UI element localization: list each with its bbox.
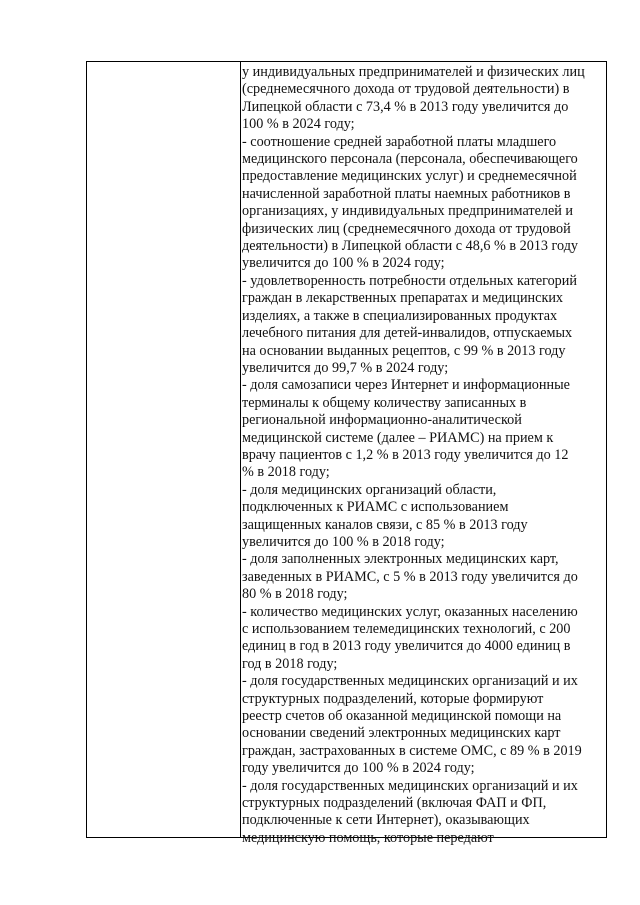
text-line: подключенных к РИАМС с использованием [242, 499, 509, 516]
text-line: единиц в год в 2013 году увеличится до 4000 единиц в [242, 638, 571, 655]
text-line: деятельности) в Липецкой области с 48,6 % в 2013 году [242, 238, 579, 255]
text-line: - удовлетворенность потребности отдельных категорий [242, 272, 577, 289]
table-left-cell [87, 62, 241, 837]
text-line: увеличится до 100 % в 2024 году; [242, 255, 445, 272]
text-line: - количество медицинских услуг, оказанных населению [242, 603, 578, 620]
text-line: - доля государственных медицинских организаций и их [242, 777, 578, 794]
text-line: граждан, застрахованных в системе ОМС, с 89 % в 2019 [242, 742, 582, 759]
text-line: граждан в лекарственных препаратах и медицинских [242, 290, 564, 307]
text-line: физических лиц (среднемесячного дохода от трудовой [242, 220, 571, 237]
text-line: основании сведений электронных медицинских карт [242, 725, 561, 742]
document-table [86, 61, 607, 846]
text-line: медицинскую помощь, которые передают [242, 829, 494, 846]
text-line: реестр счетов об оказанной медицинской помощи на [242, 708, 562, 725]
text-line: защищенных каналов связи, с 85 % в 2013 году [242, 516, 528, 533]
text-line: заведенных в РИАМС, с 5 % в 2013 году увеличится до [242, 568, 578, 585]
text-line: - доля заполненных электронных медицинских карт, [242, 551, 559, 568]
text-line: изделиях, а также в специализированных продуктах [242, 307, 558, 324]
text-line: - соотношение средней заработной платы младшего [242, 133, 557, 150]
text-line: структурных подразделений, которые формируют [242, 690, 544, 707]
text-line: % в 2018 году; [242, 464, 330, 481]
table-right-cell [241, 62, 606, 846]
text-line: увеличится до 99,7 % в 2024 году; [242, 359, 449, 376]
text-line: с использованием телемедицинских технологий, с 200 [242, 621, 571, 637]
text-line: организациях, у индивидуальных предпринимателей и [242, 203, 573, 220]
text-line: - доля государственных медицинских организаций и их [242, 673, 578, 690]
text-line: начисленной заработной платы наемных работников в [242, 185, 571, 202]
text-line: медицинской системе (далее – РИАМС) на прием к [242, 429, 554, 446]
text-line: на основании выданных рецептов, с 99 % в 2013 году [242, 342, 566, 359]
text-line: Липецкой области с 73,4 % в 2013 году увеличится до [242, 98, 569, 115]
text-line: структурных подразделений (включая ФАП и ФП, [242, 795, 547, 812]
text-line: году увеличится до 100 % в 2024 году; [242, 760, 475, 777]
text-line: врачу пациентов с 1,2 % в 2013 году увеличится до 12 [242, 446, 569, 463]
text-line: терминалы к общему количеству записанных в [242, 394, 527, 411]
text-line: (среднемесячного дохода от трудовой деятельности) в [242, 81, 570, 98]
text-line: год в 2018 году; [242, 655, 338, 672]
text-line: - доля самозаписи через Интернет и информационные [242, 377, 570, 394]
text-line: региональной информационно-аналитической [242, 412, 522, 429]
text-line: у индивидуальных предпринимателей и физических лиц [242, 64, 585, 80]
text-line: 100 % в 2024 году; [242, 116, 355, 133]
text-line: подключенные к сети Интернет), оказывающих [242, 812, 530, 829]
text-line: медицинского персонала (персонала, обеспечивающего [242, 151, 578, 168]
text-line: лечебного питания для детей-инвалидов, отпускаемых [242, 325, 573, 342]
text-line: увеличится до 100 % в 2018 году; [242, 533, 445, 550]
text-line: - доля медицинских организаций области, [242, 481, 497, 498]
text-line: предоставление медицинских услуг) и среднемесячной [242, 168, 577, 185]
text-line: 80 % в 2018 году; [242, 586, 348, 603]
